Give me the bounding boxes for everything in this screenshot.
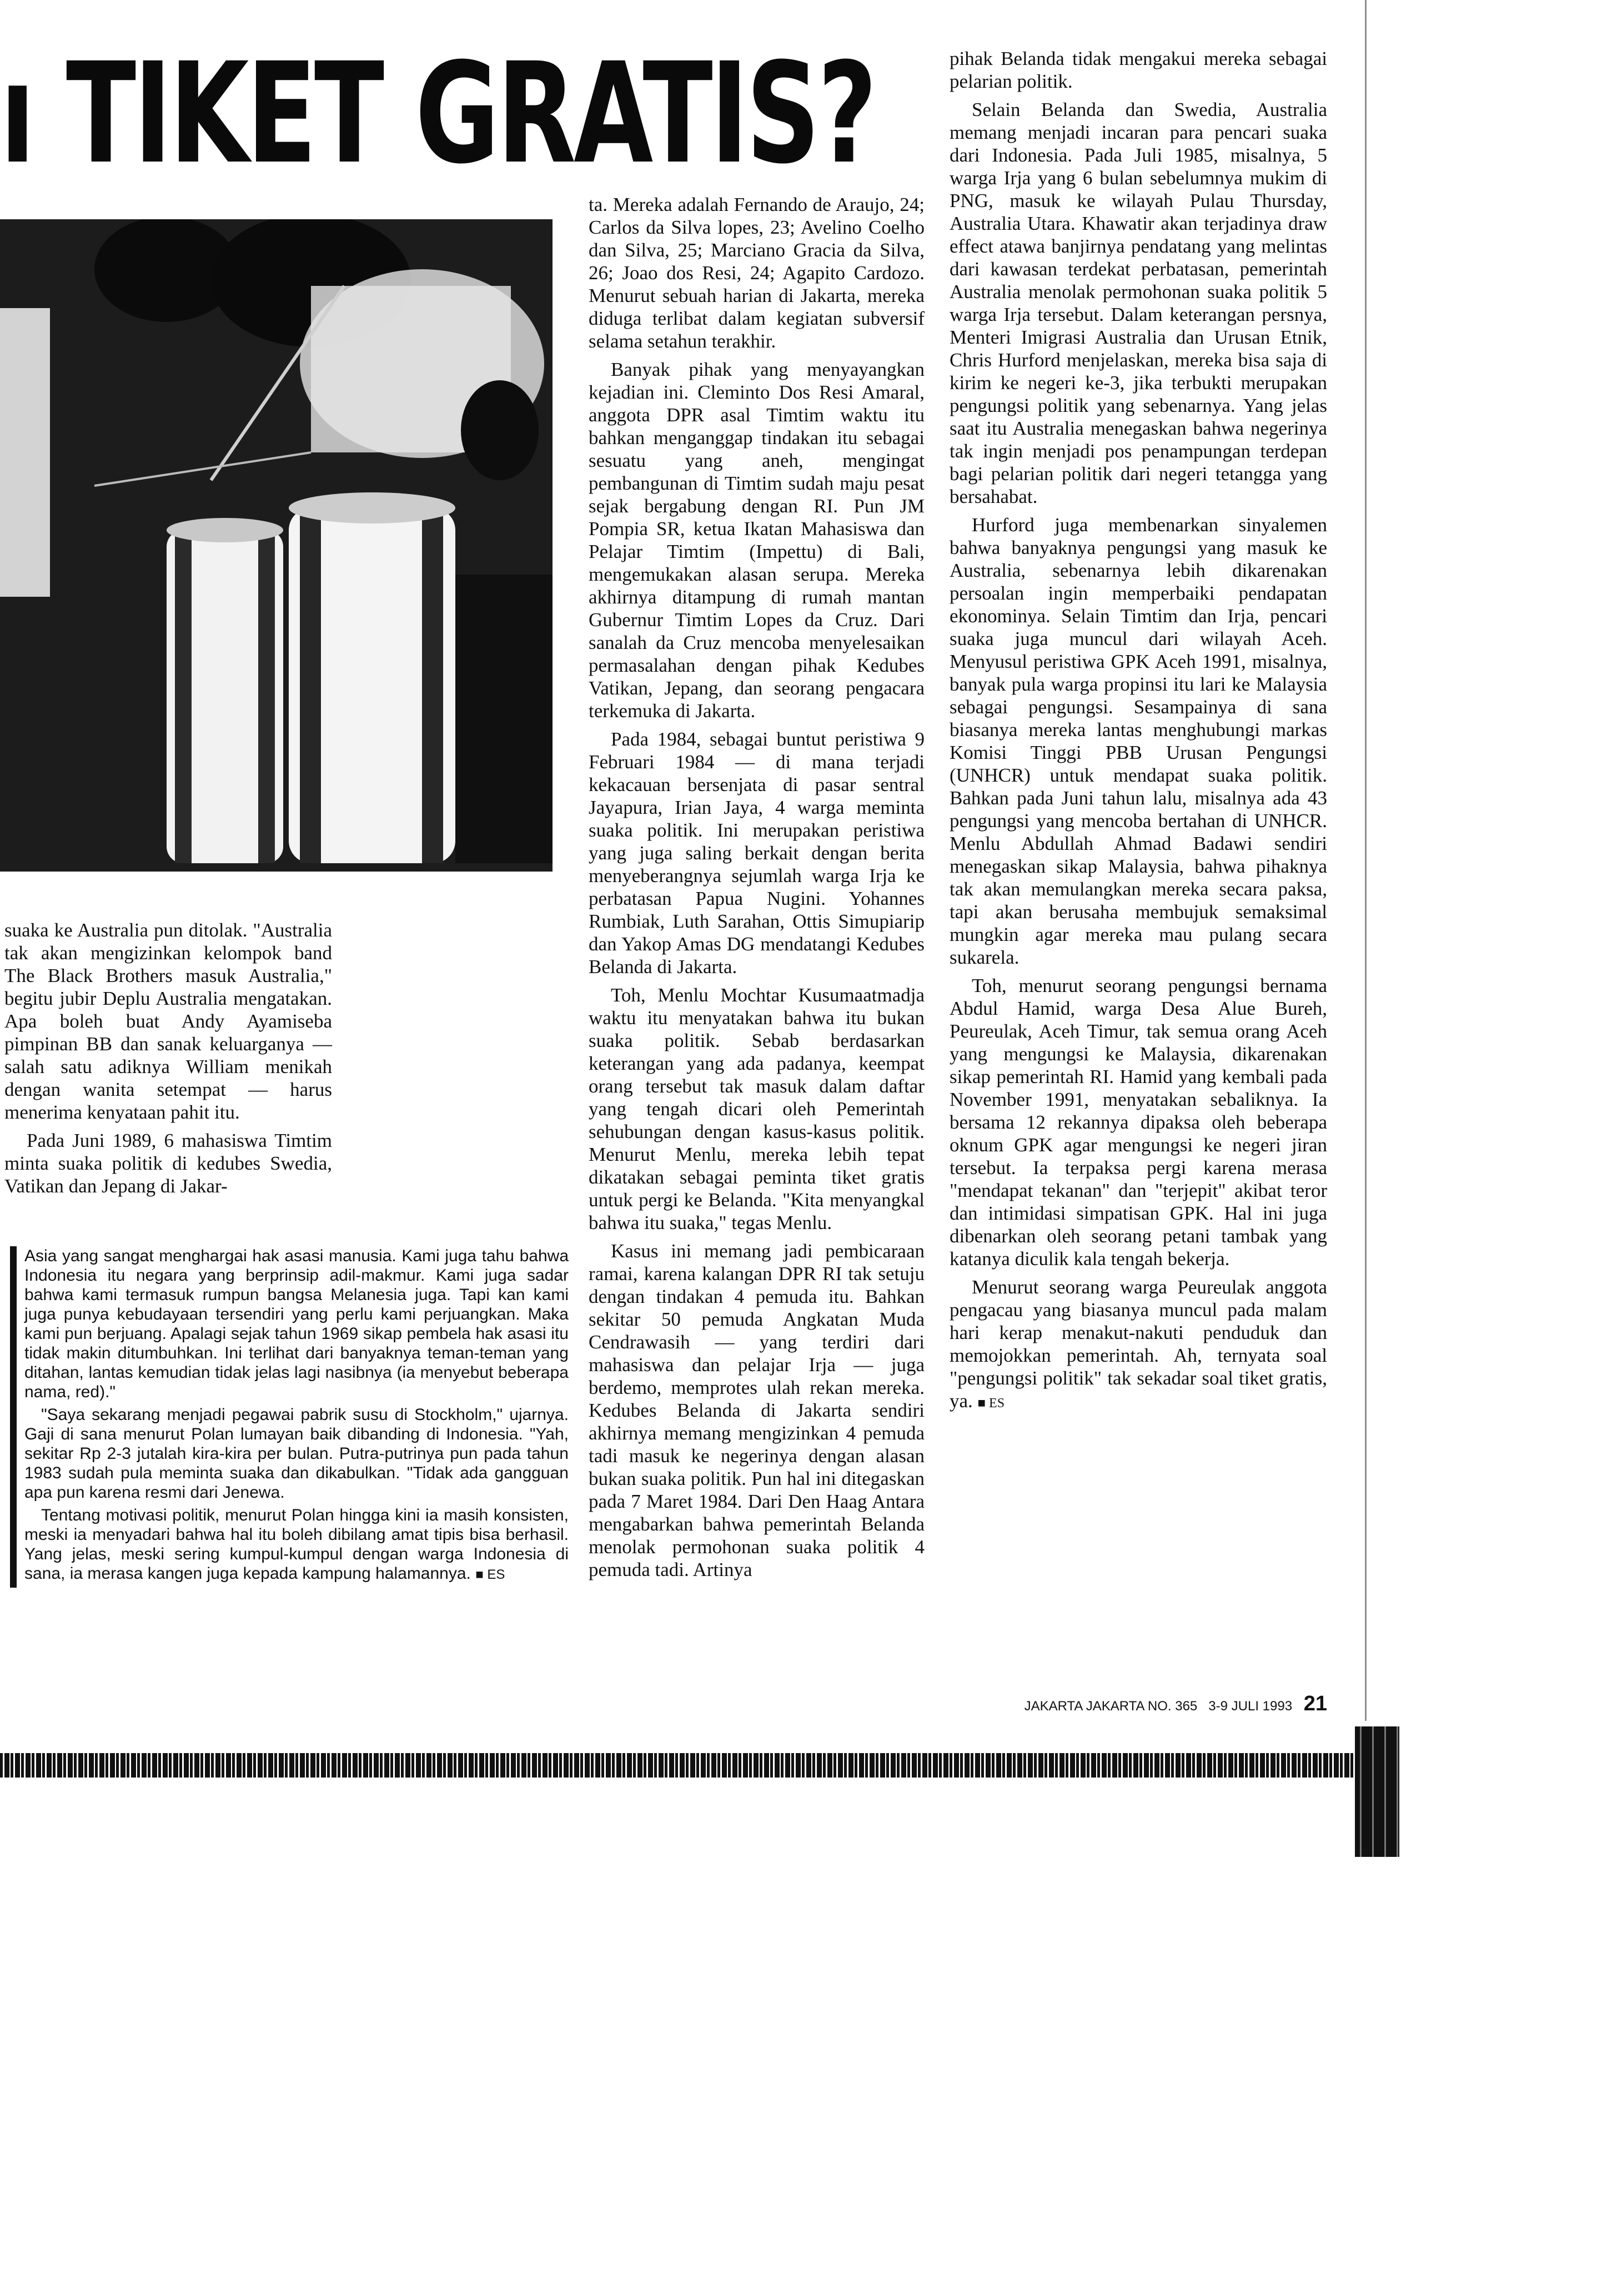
paragraph: Kasus ini memang jadi pembicaraan ramai, karena kalangan DPR RI tak setuju dengan tindakan 4 pemuda itu. Bahkan sekitar 50 pemuda Angkatan Muda Cendrawasih — yang terdiri dari mahasiswa dan pelajar Irja — juga berdemo, memprotes ulah rekan mereka. Kedubes Belanda di Jakarta sendiri akhirnya memang mengizinkan 4 pemuda tadi masuk ke negerinya dengan alasan bukan suaka politik. Pun hal ini ditegaskan pada 7 Maret 1984. Dari Den Haag Antara mengabarkan bahwa pemerintah Belanda menolak permohonan suaka politik 4 pemuda tadi. Artinya	[589, 1240, 925, 1580]
box-paragraph: "Saya sekarang menjadi pegawai pabrik susu di Stockholm," ujarnya. Gaji di sana menurut Polan lumayan baik dibanding di Indonesia. "Yah, sekitar Rp 2-3 jutalah kira-kira per bulan. Putra-putrinya pun pada tahun 1983 sudah pula meminta suaka dan dikabulkan. "Tidak ada gangguan apa pun karena resmi dari Jenewa.	[24, 1406, 569, 1502]
box-end-mark: ■ ES	[475, 1567, 505, 1582]
box-paragraph-text: Tentang motivasi politik, menurut Polan hingga kini ia masih konsisten, meski ia menyadari bahwa hal itu boleh dibilang amat tipis bisa berhasil. Yang jelas, meski sering kumpul-kumpul dengan warga Indonesia di sana, ia merasa kangen juga kepada kampung halamannya.	[24, 1506, 569, 1583]
middle-column	[589, 193, 925, 1587]
paragraph: ta. Mereka adalah Fernando de Araujo, 24; Carlos da Silva lopes, 23; Avelino Coelho dan Silva, 25; Marciano Gracia da Silva, 26; Joao dos Resi, 24; Agapito Cardozo. Menurut sebuah harian di Jakarta, mereka diduga terlibat dalam kegiatan subversif selama setahun terakhir.	[589, 194, 925, 352]
left-column	[4, 919, 332, 1203]
issue-date: 3-9 JULI 1993	[1208, 1699, 1293, 1714]
paragraph: Pada 1984, sebagai buntut peristiwa 9 Februari 1984 — di mana terjadi kekacauan bersenjata di pasar sentral Jayapura, Irian Jaya, 4 warga meminta suaka politik. Ini merupakan peristiwa yang juga saling berkait dengan berita menyeberangnya sejumlah warga Irja ke perbatasan Papua Nugini. Yohannes Rumbiak, Luth Sarahan, Ottis Simupiarip dan Yakop Amas DG mendatangi Kedubes Belanda di Jakarta.	[589, 728, 925, 978]
paragraph: Hurford juga membenarkan sinyalemen bahwa banyaknya pengungsi yang masuk ke Australia, sebenarnya lebih dikarenakan persoalan ingin memperbaiki pendapatan ekonominya. Selain Timtim dan Irja, pencari suaka juga muncul dari wilayah Aceh. Menyusul peristiwa GPK Aceh 1991, misalnya, banyak pula warga propinsi itu lari ke Malaysia sebagai pengungsi. Sesampainya di sana biasanya mereka lantas menghubungi markas Komisi Tinggi PBB Urusan Pengungsi (UNHCR) untuk mendapat suaka politik. Bahkan pada Juni tahun lalu, misalnya ada 43 pengungsi yang mencoba bertahan di UNHCR. Menlu Abdullah Ahmad Badawi sendiri menegaskan sikap Malaysia, bahwa pihaknya tak akan memulangkan mereka secara paksa, tapi akan berusaha membujuk semaksimal mungkin agar mereka mau pulang secara sukarela.	[950, 514, 1327, 968]
paragraph: Selain Belanda dan Swedia, Australia memang menjadi incaran para pencari suaka dari Indonesia. Pada Juli 1985, misalnya, 5 warga Irja yang 6 bulan sebelumnya mukim di PNG, masuk ke wilayah Pulau Thursday, Australia Utara. Khawatir akan terjadinya draw effect atawa banjirnya pendatang yang melintas dari kawasan terdekat perbatasan, pemerintah Australia menolak permohonan suaka politik 5 warga Irja tersebut. Dalam keterangan persnya, Menteri Imigrasi Australia dan Urusan Etnik, Chris Hurford menjelaskan, mereka bisa saja di kirim ke negeri ke-3, jika terbukti merupakan pengungsi politik yang sebenarnya. Yang jelas saat itu Australia menegaskan bahwa negerinya tak ingin menjadi pos penampungan terdepan bagi pelarian politik dari negeri tetangga yang bersahabat.	[950, 99, 1327, 507]
scan-gutter-line	[1365, 0, 1367, 1721]
publication-name: JAKARTA JAKARTA NO. 365	[1024, 1699, 1198, 1714]
paragraph: suaka ke Australia pun ditolak. "Australia tak akan mengizinkan kelompok band The Black Brothers masuk Australia," begitu jubir Deplu Australia mengatakan. Apa boleh buat Andy Ayamiseba pimpinan BB dan sanak keluarganya — salah satu adiknya William menikah dengan wanita setempat — harus menerima kenyataan pahit itu.	[4, 919, 332, 1123]
scan-edge-mark	[1355, 1726, 1399, 1857]
interview-box	[10, 1246, 569, 1588]
right-column	[950, 47, 1327, 1421]
paragraph: Pada Juni 1989, 6 mahasiswa Timtim minta suaka politik di kedubes Swedia, Vatikan dan Jepang di Jakar-	[4, 1130, 332, 1197]
paragraph: Toh, menurut seorang pengungsi bernama Abdul Hamid, warga Desa Alue Bureh, Peureulak, Aceh Timur, tak semua orang Aceh yang mengungsi ke Malaysia, dikarenakan sikap pemerintah RI. Hamid yang kembali pada November 1991, menyatakan sebaliknya. Ia bersama 12 rekannya dipaksa oleh beberapa oknum GPK agar mengungsi ke negeri jiran tersebut. Ia terpaksa pergi karena merasa "mendapat tekanan" dan "terjepit" akibat teror dan intimidasi simpatisan GPK. Hal ini juga dibenarkan oleh seorang petani tambak yang katanya diculik kala tengah bekerja.	[950, 975, 1327, 1270]
paragraph	[950, 1276, 1327, 1415]
page-number: 21	[1303, 1692, 1327, 1715]
paragraph: Banyak pihak yang menyayangkan kejadian ini. Cleminto Dos Resi Amaral, anggota DPR asal Timtim waktu itu bahkan menganggap tindakan itu sebagai sesuatu yang aneh, mengingat pembangunan di Timtim sudah maju pesat sejak bergabung dengan RI. Pun JM Pompia SR, ketua Ikatan Mahasiswa dan Pelajar Timtim (Impettu) di Bali, mengemukakan alasan serupa. Mereka akhirnya ditampung di rumah mantan Gubernur Timtim Lopes da Cruz. Dari sanalah da Cruz mencoba menyelesaikan permasalahan dengan pihak Kedubes Vatikan, Jepang, dan seorang pengacara terkemuka di Jakarta.	[589, 359, 925, 722]
paragraph-text: Menurut seorang warga Peureulak anggota pengacau yang biasanya muncul pada malam hari kerap menakut-nakuti penduduk dan memojokkan pemerintah. Ah, ternyata soal "pengungsi politik" tak sekadar soal tiket gratis, ya.	[950, 1276, 1327, 1412]
band-photo	[0, 219, 553, 872]
paragraph: pihak Belanda tidak mengakui mereka sebagai pelarian politik.	[950, 48, 1327, 92]
box-paragraph: Asia yang sangat menghargai hak asasi manusia. Kami juga tahu bahwa Indonesia itu negara yang berprinsip adil-makmur. Kami juga sadar bahwa kami termasuk rumpun bangsa Melanesia juga. Tapi kan kami juga punya kebudayaan tersendiri yang perlu kami perjuangkan. Maka kami pun berjuang. Apalagi sejak tahun 1969 sikap pembela hak asasi itu tidak makin ditumbuhkan. Ini terlihat dari banyaknya teman-teman yang ditahan, lantas kemudian tidak jelas lagi nasibnya (ia menyebut beberapa nama, red)."	[24, 1247, 569, 1401]
page-footer	[938, 1692, 1327, 1716]
box-paragraph	[24, 1506, 569, 1584]
headline: ı TIKET GRATIS?	[0, 33, 875, 194]
article-end-mark: ■ ES	[977, 1396, 1005, 1411]
scan-border-rule	[0, 1753, 1355, 1778]
paragraph: Toh, Menlu Mochtar Kusumaatmadja waktu itu menyatakan bahwa itu bukan suaka politik. Sebab berdasarkan keterangan yang ada padanya, keempat orang tersebut tak masuk dalam daftar yang tengah dicari oleh Pemerintah sehubungan dengan kasus-kasus politik. Menurut Menlu, mereka lebih tepat dikatakan sebagai peminta tiket gratis untuk pergi ke Belanda. "Kita menyangkal bahwa itu suaka," tegas Menlu.	[589, 984, 925, 1233]
